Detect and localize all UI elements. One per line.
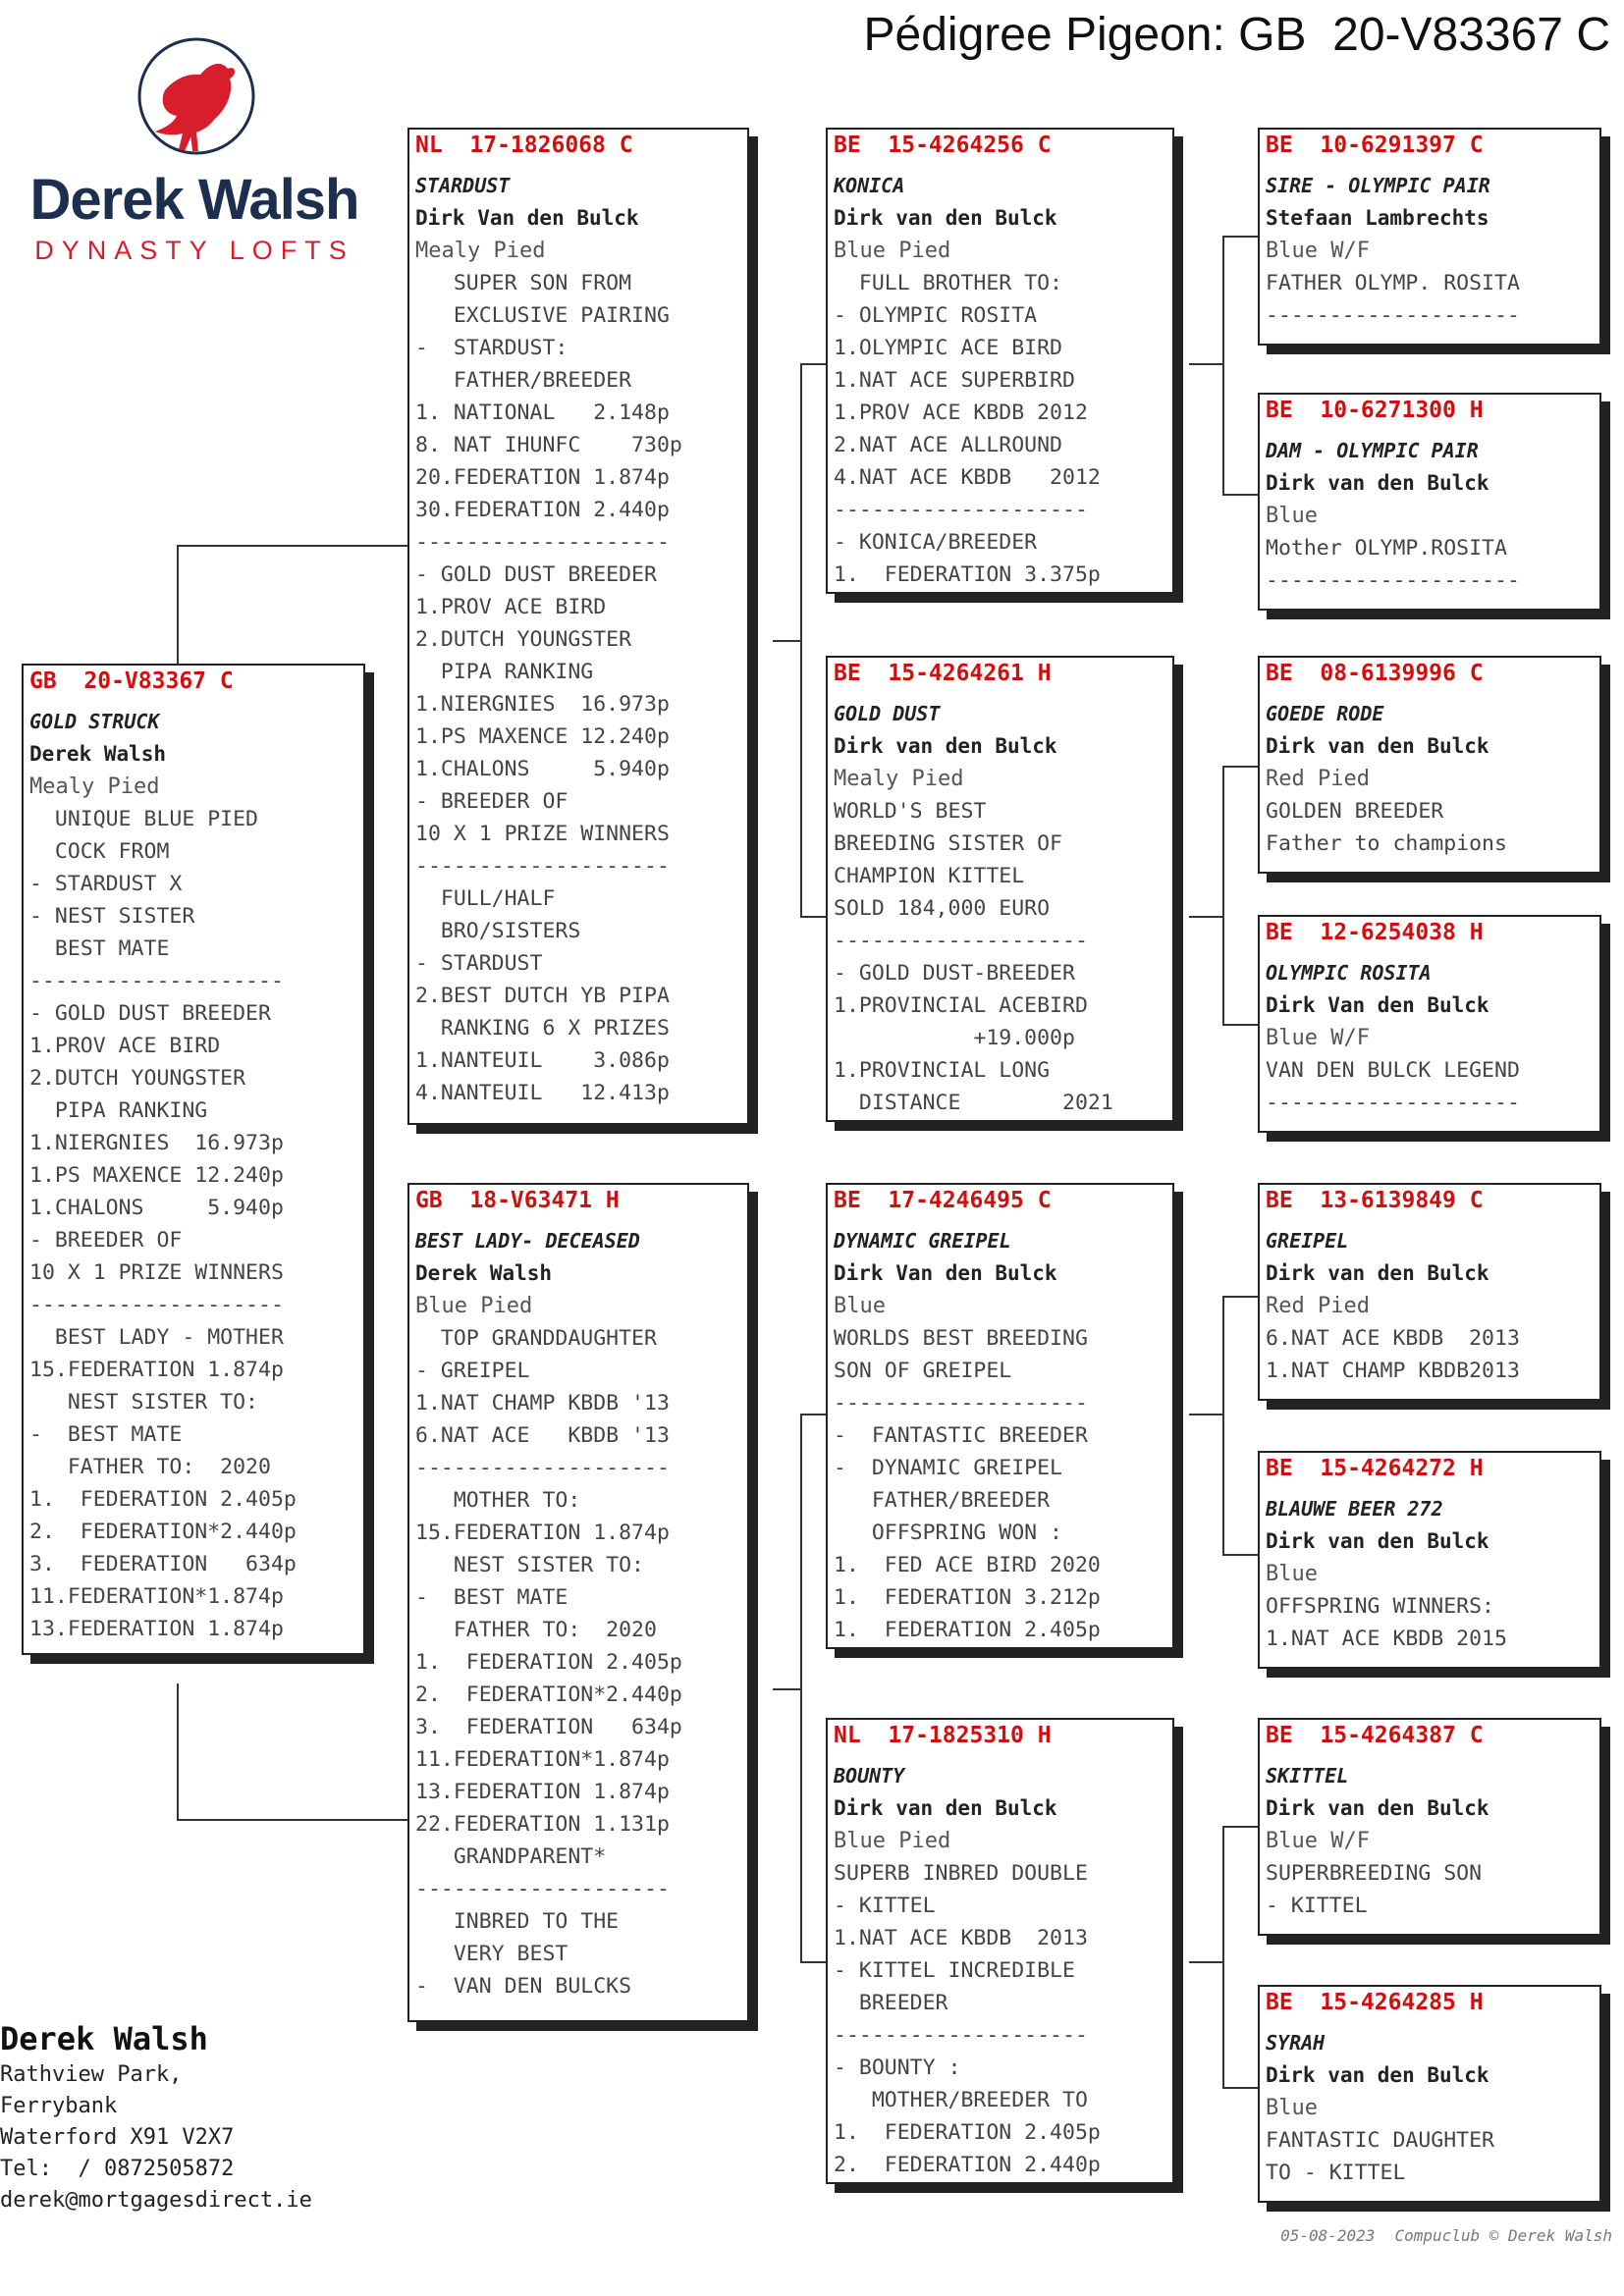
pedigree-note: BREEDING SISTER OF bbox=[834, 831, 1062, 856]
pedigree-note: COCK FROM bbox=[29, 839, 170, 864]
pedigree-note: WORLDS BEST BREEDING bbox=[834, 1326, 1088, 1351]
pigeon-card-dam-dam bbox=[826, 1718, 1174, 2184]
breeder-name: Dirk Van den Bulck bbox=[415, 206, 639, 230]
pigeon-name: DYNAMIC GREIPEL bbox=[834, 1229, 1011, 1253]
pedigree-note: 1.NANTEUIL 3.086p bbox=[415, 1048, 670, 1073]
pigeon-card-sire-sire bbox=[826, 128, 1174, 594]
breeder-name: Dirk van den Bulck bbox=[834, 206, 1057, 230]
pigeon-card-sire-dam-sire bbox=[1258, 656, 1601, 874]
pigeon-color: Blue bbox=[1266, 1562, 1318, 1586]
pedigree-note: FANTASTIC DAUGHTER bbox=[1266, 2128, 1494, 2153]
breeder-name: Derek Walsh bbox=[415, 1261, 553, 1285]
pedigree-note: Mother OLYMP.ROSITA bbox=[1266, 536, 1507, 561]
pedigree-note: VERY BEST bbox=[415, 1942, 568, 1966]
owner-name: Derek Walsh bbox=[0, 2020, 208, 2057]
pedigree-note: RANKING 6 X PRIZES bbox=[415, 1016, 670, 1041]
pedigree-note: - FANTASTIC BREEDER bbox=[834, 1423, 1088, 1448]
pedigree-note: - STARDUST: bbox=[415, 336, 568, 360]
ring-number: NL 17-1825310 H bbox=[834, 1723, 1052, 1748]
pedigree-note: 3. FEDERATION 634p bbox=[415, 1715, 682, 1739]
ring-number: BE 12-6254038 H bbox=[1266, 920, 1484, 945]
connector bbox=[1222, 494, 1258, 496]
connector bbox=[1222, 1826, 1258, 1828]
pedigree-note: - STARDUST X bbox=[29, 872, 183, 896]
pedigree-note: BREEDER bbox=[834, 1991, 948, 2015]
breeder-name: Dirk Van den Bulck bbox=[1266, 993, 1489, 1017]
pedigree-note: 1.NIERGNIES 16.973p bbox=[29, 1131, 284, 1155]
connector bbox=[1189, 916, 1224, 918]
pigeon-color: Blue bbox=[834, 1294, 886, 1318]
pedigree-note: FATHER/BREEDER bbox=[415, 368, 632, 393]
pedigree-note: 1.NAT ACE KBDB 2013 bbox=[834, 1926, 1088, 1950]
breeder-name: Dirk van den Bulck bbox=[834, 1796, 1057, 1820]
pigeon-card-sire-sire-sire bbox=[1258, 128, 1601, 346]
pedigree-note: - BREEDER OF bbox=[415, 789, 568, 814]
pedigree-note: WORLD'S BEST bbox=[834, 799, 987, 824]
pigeon-card-sire bbox=[407, 128, 749, 1125]
pedigree-note: OFFSPRING WINNERS: bbox=[1266, 1594, 1494, 1619]
pedigree-note: PIPA RANKING bbox=[29, 1098, 208, 1123]
pigeon-name: DAM - OLYMPIC PAIR bbox=[1266, 439, 1479, 462]
ring-number: BE 15-4264256 C bbox=[834, 133, 1052, 158]
pedigree-note: 2. FEDERATION*2.440p bbox=[29, 1520, 297, 1544]
pedigree-note: 10 X 1 PRIZE WINNERS bbox=[29, 1260, 284, 1285]
pedigree-note: -------------------- bbox=[415, 1877, 670, 1901]
breeder-name: Stefaan Lambrechts bbox=[1266, 206, 1489, 230]
breeder-name: Dirk van den Bulck bbox=[834, 734, 1057, 758]
pedigree-note: PIPA RANKING bbox=[415, 660, 594, 684]
pedigree-note: 6.NAT ACE KBDB '13 bbox=[415, 1423, 670, 1448]
pedigree-note: 15.FEDERATION 1.874p bbox=[415, 1521, 670, 1545]
breeder-name: Dirk van den Bulck bbox=[1266, 2063, 1489, 2087]
pedigree-note: GOLDEN BREEDER bbox=[1266, 799, 1444, 824]
pedigree-note: FATHER TO: 2020 bbox=[29, 1455, 271, 1479]
connector bbox=[800, 363, 826, 365]
pigeon-color: Mealy Pied bbox=[834, 767, 964, 791]
pigeon-card-sire-dam-dam bbox=[1258, 915, 1601, 1133]
pedigree-note: BEST LADY - MOTHER bbox=[29, 1325, 284, 1350]
pedigree-note: 20.FEDERATION 1.874p bbox=[415, 465, 670, 490]
pedigree-note: 1.PROV ACE BIRD bbox=[29, 1034, 221, 1058]
pedigree-note: SOLD 184,000 EURO bbox=[834, 896, 1051, 921]
pedigree-note: UNIQUE BLUE PIED bbox=[29, 807, 258, 831]
pedigree-note: 1.PS MAXENCE 12.240p bbox=[29, 1163, 284, 1188]
pedigree-note: - BOUNTY : bbox=[834, 2056, 961, 2080]
pedigree-note: - OLYMPIC ROSITA bbox=[834, 303, 1038, 328]
pigeon-name: GREIPEL bbox=[1266, 1229, 1349, 1253]
pigeon-name: KONICA bbox=[834, 174, 905, 197]
ring-number: GB 18-V63471 H bbox=[415, 1188, 620, 1213]
ring-number: BE 15-4264387 C bbox=[1266, 1723, 1484, 1748]
footer-date: 05-08-2023 bbox=[1280, 2226, 1376, 2245]
pedigree-note: FATHER OLYMP. ROSITA bbox=[1266, 271, 1520, 295]
pedigree-note: -------------------- bbox=[1266, 303, 1520, 328]
pedigree-note: 30.FEDERATION 2.440p bbox=[415, 498, 670, 522]
pedigree-note: 11.FEDERATION*1.874p bbox=[415, 1747, 670, 1772]
pedigree-note: 1. NATIONAL 2.148p bbox=[415, 400, 670, 425]
pigeon-card-dam-dam-sire bbox=[1258, 1718, 1601, 1936]
page-title: Pédigree Pigeon: GB 20-V83367 C bbox=[863, 9, 1610, 61]
pedigree-note: 2. FEDERATION*2.440p bbox=[415, 1682, 682, 1707]
breeder-name: Dirk van den Bulck bbox=[1266, 1529, 1489, 1553]
pigeon-color: Blue Pied bbox=[834, 1829, 951, 1853]
connector bbox=[773, 640, 802, 642]
pedigree-note: 4.NANTEUIL 12.413p bbox=[415, 1081, 670, 1105]
connector bbox=[177, 545, 408, 547]
connector bbox=[1222, 1296, 1224, 1556]
pedigree-note: 1.PROVINCIAL ACEBIRD bbox=[834, 993, 1088, 1018]
pedigree-note: -------------------- bbox=[834, 1391, 1088, 1415]
pedigree-note: -------------------- bbox=[29, 1293, 284, 1317]
ring-number: GB 20-V83367 C bbox=[29, 668, 234, 694]
pedigree-note: - DYNAMIC GREIPEL bbox=[834, 1456, 1062, 1480]
pedigree-note: 1. FEDERATION 3.375p bbox=[834, 562, 1101, 587]
pedigree-note: 1. FEDERATION 2.405p bbox=[29, 1487, 297, 1512]
pigeon-color: Mealy Pied bbox=[29, 774, 160, 799]
pedigree-note: 2.DUTCH YOUNGSTER bbox=[415, 627, 632, 652]
pedigree-note: 2.NAT ACE ALLROUND bbox=[834, 433, 1062, 457]
pigeon-card-dam-sire-sire bbox=[1258, 1183, 1601, 1401]
breeder-name: Dirk van den Bulck bbox=[1266, 471, 1489, 495]
pedigree-note: - GOLD DUST BREEDER bbox=[29, 1001, 271, 1026]
pedigree-note: BEST MATE bbox=[29, 936, 170, 961]
pigeon-name: BLAUWE BEER 272 bbox=[1266, 1497, 1443, 1521]
pedigree-note: 15.FEDERATION 1.874p bbox=[29, 1358, 284, 1382]
pedigree-note: -------------------- bbox=[1266, 1091, 1520, 1115]
connector bbox=[800, 1414, 802, 1963]
logo-name: Derek Walsh bbox=[29, 168, 359, 232]
pigeon-color: Blue Pied bbox=[415, 1294, 533, 1318]
pedigree-note: 2. FEDERATION 2.440p bbox=[834, 2153, 1101, 2177]
connector bbox=[800, 363, 802, 918]
pigeon-color: Red Pied bbox=[1266, 767, 1370, 791]
pigeon-color: Blue W/F bbox=[1266, 239, 1370, 263]
pedigree-note: 1.OLYMPIC ACE BIRD bbox=[834, 336, 1062, 360]
pedigree-note: 3. FEDERATION 634p bbox=[29, 1552, 297, 1576]
pedigree-note: 2.DUTCH YOUNGSTER bbox=[29, 1066, 246, 1091]
pedigree-note: SUPERBREEDING SON bbox=[1266, 1861, 1483, 1886]
pedigree-note: 1.NAT CHAMP KBDB2013 bbox=[1266, 1359, 1520, 1383]
owner-address-line: Waterford X91 V2X7 bbox=[0, 2125, 235, 2150]
pedigree-note: - GOLD DUST-BREEDER bbox=[834, 961, 1075, 986]
ring-number: BE 17-4246495 C bbox=[834, 1188, 1052, 1213]
pedigree-note: 1.NAT ACE KBDB 2015 bbox=[1266, 1627, 1507, 1651]
pedigree-note: - VAN DEN BULCKS bbox=[415, 1974, 632, 1999]
pedigree-note: 8. NAT IHUNFC 730p bbox=[415, 433, 682, 457]
pedigree-note: 6.NAT ACE KBDB 2013 bbox=[1266, 1326, 1520, 1351]
connector bbox=[1189, 1414, 1224, 1415]
pedigree-note: - BREEDER OF bbox=[29, 1228, 183, 1253]
pedigree-note: -------------------- bbox=[415, 530, 670, 555]
pedigree-note: GRANDPARENT* bbox=[415, 1844, 607, 1869]
connector bbox=[773, 1688, 802, 1690]
pigeon-card-sire-dam bbox=[826, 656, 1174, 1122]
connector bbox=[1189, 363, 1224, 365]
breeder-name: Derek Walsh bbox=[29, 742, 167, 766]
pedigree-note: 1. FED ACE BIRD 2020 bbox=[834, 1553, 1101, 1577]
pedigree-note: 1. FEDERATION 2.405p bbox=[834, 2120, 1101, 2145]
ring-number: BE 10-6291397 C bbox=[1266, 133, 1484, 158]
pigeon-name: BEST LADY- DECEASED bbox=[415, 1229, 640, 1253]
pedigree-note: TO - KITTEL bbox=[1266, 2161, 1406, 2185]
pedigree-note: 1.PROVINCIAL LONG bbox=[834, 1058, 1051, 1083]
pedigree-note: - KONICA/BREEDER bbox=[834, 530, 1038, 555]
pedigree-note: BRO/SISTERS bbox=[415, 919, 581, 943]
pedigree-note: INBRED TO THE bbox=[415, 1909, 620, 1934]
pigeon-color: Blue W/F bbox=[1266, 1829, 1370, 1853]
pedigree-note: - BEST MATE bbox=[29, 1422, 183, 1447]
pigeon-color: Mealy Pied bbox=[415, 239, 546, 263]
pedigree-note: 1.PROV ACE KBDB 2012 bbox=[834, 400, 1088, 425]
pigeon-card-dam bbox=[407, 1183, 749, 2022]
connector bbox=[177, 1683, 179, 1821]
connector bbox=[1222, 236, 1258, 238]
pedigree-note: MOTHER TO: bbox=[415, 1488, 581, 1513]
pedigree-note: 1.PS MAXENCE 12.240p bbox=[415, 724, 670, 749]
pigeon-card-sire-sire-dam bbox=[1258, 393, 1601, 611]
breeder-name: Dirk van den Bulck bbox=[1266, 734, 1489, 758]
pedigree-note: 1.NIERGNIES 16.973p bbox=[415, 692, 670, 717]
pedigree-note: SON OF GREIPEL bbox=[834, 1359, 1012, 1383]
pigeon-name: GOEDE RODE bbox=[1266, 702, 1384, 725]
connector bbox=[1222, 1826, 1224, 2089]
pigeon-logo-icon bbox=[18, 29, 371, 167]
pedigree-note: EXCLUSIVE PAIRING bbox=[415, 303, 670, 328]
pigeon-name: GOLD STRUCK bbox=[29, 710, 160, 733]
pedigree-note: 1.PROV ACE BIRD bbox=[415, 595, 607, 619]
pedigree-note: CHAMPION KITTEL bbox=[834, 864, 1025, 888]
pigeon-card-subject bbox=[22, 664, 365, 1655]
pedigree-note: DISTANCE 2021 bbox=[834, 1091, 1113, 1115]
ring-number: BE 15-4264285 H bbox=[1266, 1990, 1484, 2015]
ring-number: BE 08-6139996 C bbox=[1266, 661, 1484, 686]
footer bbox=[1261, 2226, 1612, 2245]
pedigree-note: FATHER/BREEDER bbox=[834, 1488, 1051, 1513]
connector bbox=[177, 545, 179, 672]
pedigree-note: - KITTEL bbox=[834, 1894, 936, 1918]
pigeon-color: Blue bbox=[1266, 2096, 1318, 2120]
pigeon-color: Blue bbox=[1266, 504, 1318, 528]
pigeon-name: OLYMPIC ROSITA bbox=[1266, 961, 1432, 985]
ring-number: BE 10-6271300 H bbox=[1266, 398, 1484, 423]
footer-credit: Compuclub © Derek Walsh bbox=[1394, 2226, 1612, 2245]
ring-number: BE 15-4264261 H bbox=[834, 661, 1052, 686]
owner-address-line: Rathview Park, bbox=[0, 2062, 183, 2087]
connector bbox=[1222, 1296, 1258, 1298]
pigeon-color: Blue Pied bbox=[834, 239, 951, 263]
pedigree-note: - KITTEL INCREDIBLE bbox=[834, 1958, 1075, 1983]
connector bbox=[1222, 766, 1258, 768]
owner-contact bbox=[0, 2020, 312, 2216]
pedigree-note: NEST SISTER TO: bbox=[415, 1553, 644, 1577]
pedigree-note: -------------------- bbox=[834, 498, 1088, 522]
connector bbox=[1222, 1024, 1258, 1026]
pedigree-note: 1.NAT CHAMP KBDB '13 bbox=[415, 1391, 670, 1415]
pedigree-note: +19.000p bbox=[834, 1026, 1075, 1050]
pedigree-note: - NEST SISTER bbox=[29, 904, 195, 929]
owner-address-line: Ferrybank bbox=[0, 2094, 118, 2118]
pedigree-note: -------------------- bbox=[1266, 568, 1520, 593]
ring-number: BE 15-4264272 H bbox=[1266, 1456, 1484, 1481]
pedigree-note: - GREIPEL bbox=[415, 1359, 530, 1383]
pigeon-name: SYRAH bbox=[1266, 2031, 1326, 2055]
pigeon-color: Blue W/F bbox=[1266, 1026, 1370, 1050]
pigeon-name: SIRE - OLYMPIC PAIR bbox=[1266, 174, 1490, 197]
connector bbox=[800, 916, 826, 918]
pigeon-name: SKITTEL bbox=[1266, 1764, 1349, 1788]
pigeon-name: GOLD DUST bbox=[834, 702, 941, 725]
breeder-name: Dirk van den Bulck bbox=[1266, 1261, 1489, 1285]
breeder-name: Dirk Van den Bulck bbox=[834, 1261, 1057, 1285]
pedigree-note: - GOLD DUST BREEDER bbox=[415, 562, 657, 587]
pedigree-note: 1. FEDERATION 2.405p bbox=[415, 1650, 682, 1675]
connector bbox=[1222, 766, 1224, 1026]
pigeon-card-dam-dam-dam bbox=[1258, 1985, 1601, 2203]
pedigree-note: - BEST MATE bbox=[415, 1585, 568, 1610]
pedigree-note: SUPER SON FROM bbox=[415, 271, 632, 295]
pedigree-note: VAN DEN BULCK LEGEND bbox=[1266, 1058, 1520, 1083]
pedigree-note: 2.BEST DUTCH YB PIPA bbox=[415, 984, 670, 1008]
pedigree-note: -------------------- bbox=[415, 1456, 670, 1480]
pedigree-note: MOTHER/BREEDER TO bbox=[834, 2088, 1088, 2112]
owner-email[interactable]: derek@mortgagesdirect.ie bbox=[0, 2188, 312, 2213]
pedigree-note: 22.FEDERATION 1.131p bbox=[415, 1812, 670, 1837]
pedigree-note: FULL BROTHER TO: bbox=[834, 271, 1062, 295]
pigeon-name: BOUNTY bbox=[834, 1764, 905, 1788]
pedigree-note: 1. FEDERATION 2.405p bbox=[834, 1618, 1101, 1642]
pedigree-note: FULL/HALF bbox=[415, 886, 556, 911]
pedigree-note: -------------------- bbox=[29, 969, 284, 993]
connector bbox=[800, 1414, 826, 1415]
pedigree-note: OFFSPRING WON : bbox=[834, 1521, 1062, 1545]
pigeon-color: Red Pied bbox=[1266, 1294, 1370, 1318]
pedigree-note: 4.NAT ACE KBDB 2012 bbox=[834, 465, 1101, 490]
connector bbox=[1189, 1961, 1224, 1963]
connector bbox=[1222, 2087, 1258, 2089]
logo bbox=[18, 29, 371, 265]
owner-phone: Tel: / 0872505872 bbox=[0, 2157, 235, 2181]
pedigree-note: 1.CHALONS 5.940p bbox=[415, 757, 670, 781]
pedigree-note: 13.FEDERATION 1.874p bbox=[29, 1617, 284, 1641]
pedigree-note: 13.FEDERATION 1.874p bbox=[415, 1780, 670, 1804]
pedigree-note: 1.NAT ACE SUPERBIRD bbox=[834, 368, 1075, 393]
ring-number: NL 17-1826068 C bbox=[415, 133, 633, 158]
pedigree-note: Father to champions bbox=[1266, 831, 1507, 856]
pedigree-note: SUPERB INBRED DOUBLE bbox=[834, 1861, 1088, 1886]
pigeon-name: STARDUST bbox=[415, 174, 511, 197]
pedigree-note: NEST SISTER TO: bbox=[29, 1390, 258, 1415]
ring-number: BE 13-6139849 C bbox=[1266, 1188, 1484, 1213]
pigeon-card-dam-sire-dam bbox=[1258, 1451, 1601, 1669]
pedigree-note: 1.CHALONS 5.940p bbox=[29, 1196, 284, 1220]
connector bbox=[1222, 236, 1224, 496]
pedigree-note: 1. FEDERATION 3.212p bbox=[834, 1585, 1101, 1610]
pedigree-note: TOP GRANDDAUGHTER bbox=[415, 1326, 657, 1351]
pedigree-note: -------------------- bbox=[415, 854, 670, 879]
logo-subtitle: DYNASTY LOFTS bbox=[34, 236, 354, 265]
pedigree-note: -------------------- bbox=[834, 929, 1088, 953]
pedigree-note: -------------------- bbox=[834, 2023, 1088, 2048]
breeder-name: Dirk van den Bulck bbox=[1266, 1796, 1489, 1820]
connector bbox=[177, 1819, 408, 1821]
pigeon-card-dam-sire bbox=[826, 1183, 1174, 1649]
pedigree-note: FATHER TO: 2020 bbox=[415, 1618, 657, 1642]
pedigree-note: 10 X 1 PRIZE WINNERS bbox=[415, 822, 670, 846]
pedigree-note: - STARDUST bbox=[415, 951, 543, 976]
connector bbox=[800, 1961, 826, 1963]
pedigree-note: 11.FEDERATION*1.874p bbox=[29, 1584, 284, 1609]
pedigree-note: - KITTEL bbox=[1266, 1894, 1368, 1918]
connector bbox=[1222, 1554, 1258, 1556]
